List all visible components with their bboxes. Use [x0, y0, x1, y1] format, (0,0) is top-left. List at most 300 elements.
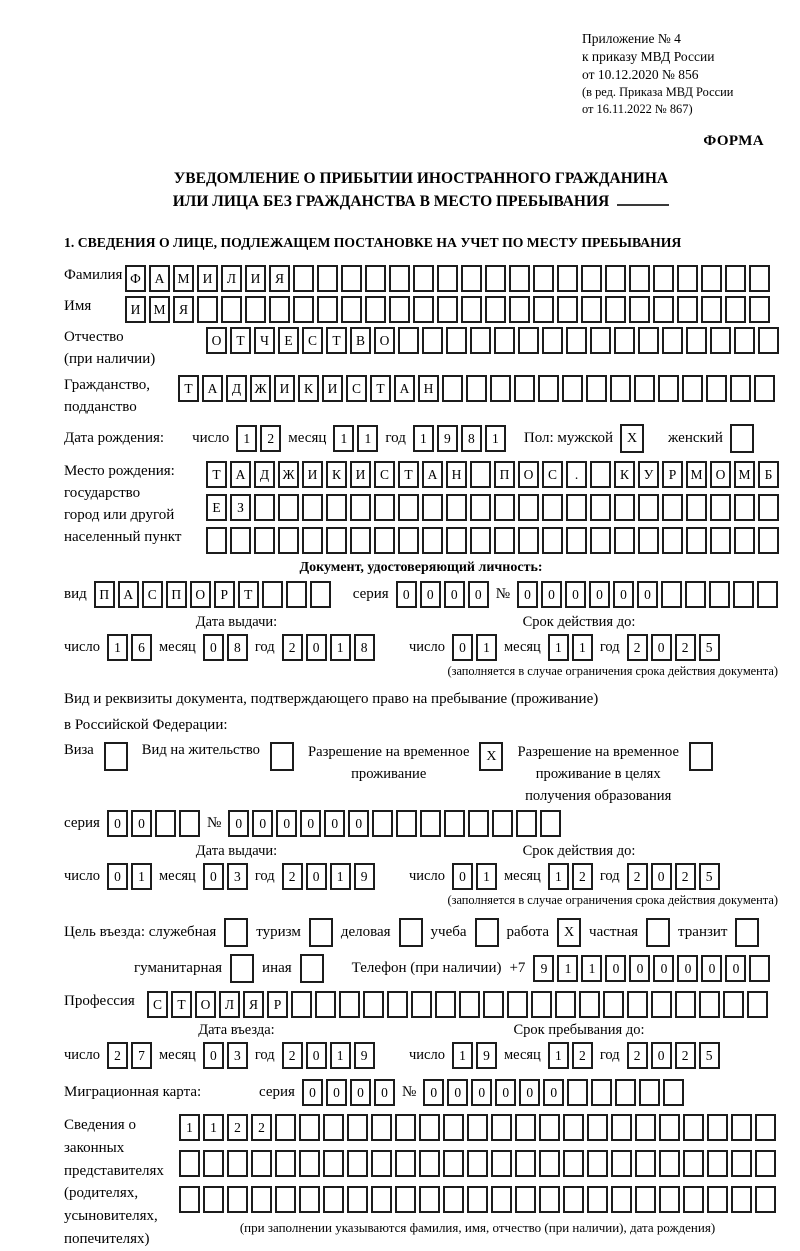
- char-box[interactable]: [365, 296, 386, 323]
- char-box[interactable]: И: [322, 375, 343, 402]
- char-box[interactable]: [611, 1150, 632, 1177]
- char-box[interactable]: [747, 991, 768, 1018]
- char-box[interactable]: [638, 527, 659, 554]
- char-box[interactable]: [757, 581, 778, 608]
- char-box[interactable]: 0: [637, 581, 658, 608]
- char-box[interactable]: З: [230, 494, 251, 521]
- char-box[interactable]: [725, 265, 746, 292]
- char-box[interactable]: Т: [230, 327, 251, 354]
- char-box[interactable]: [733, 581, 754, 608]
- char-box[interactable]: 2: [675, 863, 696, 890]
- char-box[interactable]: Н: [446, 461, 467, 488]
- char-box[interactable]: [483, 991, 504, 1018]
- gender-male-checkbox[interactable]: X: [620, 424, 644, 453]
- char-box[interactable]: 1: [330, 863, 351, 890]
- char-box[interactable]: С: [374, 461, 395, 488]
- char-box[interactable]: [682, 375, 703, 402]
- char-box[interactable]: [419, 1114, 440, 1141]
- char-box[interactable]: [677, 296, 698, 323]
- char-box[interactable]: [422, 494, 443, 521]
- char-box[interactable]: [395, 1150, 416, 1177]
- char-box[interactable]: М: [149, 296, 170, 323]
- char-box[interactable]: [413, 265, 434, 292]
- char-box[interactable]: [350, 494, 371, 521]
- char-box[interactable]: О: [206, 327, 227, 354]
- char-box[interactable]: Я: [269, 265, 290, 292]
- char-box[interactable]: [302, 494, 323, 521]
- char-box[interactable]: [706, 375, 727, 402]
- char-box[interactable]: [293, 265, 314, 292]
- char-box[interactable]: 0: [447, 1079, 468, 1106]
- char-box[interactable]: [675, 991, 696, 1018]
- char-box[interactable]: [614, 494, 635, 521]
- char-box[interactable]: Л: [221, 265, 242, 292]
- char-box[interactable]: [492, 810, 513, 837]
- char-box[interactable]: Л: [219, 991, 240, 1018]
- char-box[interactable]: [254, 527, 275, 554]
- char-box[interactable]: 0: [203, 863, 224, 890]
- char-box[interactable]: И: [197, 265, 218, 292]
- char-box[interactable]: 1: [557, 955, 578, 982]
- char-box[interactable]: [245, 296, 266, 323]
- char-box[interactable]: [683, 1150, 704, 1177]
- purpose-business-checkbox[interactable]: [399, 918, 423, 947]
- char-box[interactable]: [371, 1150, 392, 1177]
- char-box[interactable]: 2: [627, 1042, 648, 1069]
- char-box[interactable]: [413, 296, 434, 323]
- char-box[interactable]: Д: [254, 461, 275, 488]
- char-box[interactable]: Е: [278, 327, 299, 354]
- char-box[interactable]: [710, 494, 731, 521]
- char-box[interactable]: [197, 296, 218, 323]
- char-box[interactable]: [557, 265, 578, 292]
- char-box[interactable]: [707, 1150, 728, 1177]
- char-box[interactable]: [203, 1150, 224, 1177]
- char-box[interactable]: [323, 1186, 344, 1213]
- char-box[interactable]: [251, 1150, 272, 1177]
- char-box[interactable]: [371, 1186, 392, 1213]
- char-box[interactable]: [581, 265, 602, 292]
- char-box[interactable]: 3: [227, 863, 248, 890]
- char-box[interactable]: [755, 1114, 776, 1141]
- char-box[interactable]: [293, 296, 314, 323]
- char-box[interactable]: [662, 527, 683, 554]
- char-box[interactable]: 0: [471, 1079, 492, 1106]
- char-box[interactable]: 1: [179, 1114, 200, 1141]
- char-box[interactable]: [278, 527, 299, 554]
- char-box[interactable]: [627, 991, 648, 1018]
- char-box[interactable]: [491, 1114, 512, 1141]
- char-box[interactable]: И: [245, 265, 266, 292]
- char-box[interactable]: [662, 327, 683, 354]
- char-box[interactable]: [749, 265, 770, 292]
- char-box[interactable]: [639, 1079, 660, 1106]
- char-box[interactable]: О: [190, 581, 211, 608]
- char-box[interactable]: 0: [613, 581, 634, 608]
- char-box[interactable]: [539, 1150, 560, 1177]
- char-box[interactable]: [179, 1150, 200, 1177]
- char-box[interactable]: [315, 991, 336, 1018]
- char-box[interactable]: [734, 327, 755, 354]
- char-box[interactable]: [363, 991, 384, 1018]
- char-box[interactable]: [610, 375, 631, 402]
- char-box[interactable]: [659, 1186, 680, 1213]
- char-box[interactable]: 9: [533, 955, 554, 982]
- char-box[interactable]: [707, 1114, 728, 1141]
- temp-residence-checkbox[interactable]: X: [479, 742, 503, 771]
- char-box[interactable]: 0: [348, 810, 369, 837]
- char-box[interactable]: [659, 1150, 680, 1177]
- char-box[interactable]: 1: [485, 425, 506, 452]
- char-box[interactable]: [586, 375, 607, 402]
- char-box[interactable]: М: [686, 461, 707, 488]
- char-box[interactable]: И: [274, 375, 295, 402]
- char-box[interactable]: [509, 296, 530, 323]
- char-box[interactable]: [435, 991, 456, 1018]
- char-box[interactable]: [758, 494, 779, 521]
- char-box[interactable]: 1: [236, 425, 257, 452]
- char-box[interactable]: У: [638, 461, 659, 488]
- char-box[interactable]: [566, 327, 587, 354]
- char-box[interactable]: [347, 1114, 368, 1141]
- char-box[interactable]: 0: [203, 1042, 224, 1069]
- char-box[interactable]: 2: [282, 634, 303, 661]
- char-box[interactable]: [563, 1114, 584, 1141]
- char-box[interactable]: М: [173, 265, 194, 292]
- char-box[interactable]: [734, 527, 755, 554]
- purpose-official-checkbox[interactable]: [224, 918, 248, 947]
- char-box[interactable]: [651, 991, 672, 1018]
- char-box[interactable]: [509, 265, 530, 292]
- char-box[interactable]: [317, 265, 338, 292]
- char-box[interactable]: [491, 1150, 512, 1177]
- char-box[interactable]: [709, 581, 730, 608]
- char-box[interactable]: [206, 527, 227, 554]
- char-box[interactable]: [446, 327, 467, 354]
- char-box[interactable]: 0: [653, 955, 674, 982]
- char-box[interactable]: 0: [228, 810, 249, 837]
- char-box[interactable]: Т: [326, 327, 347, 354]
- char-box[interactable]: [635, 1150, 656, 1177]
- char-box[interactable]: М: [734, 461, 755, 488]
- char-box[interactable]: С: [346, 375, 367, 402]
- char-box[interactable]: [605, 265, 626, 292]
- char-box[interactable]: [590, 461, 611, 488]
- purpose-study-checkbox[interactable]: [475, 918, 499, 947]
- char-box[interactable]: [590, 527, 611, 554]
- char-box[interactable]: 1: [476, 863, 497, 890]
- purpose-tourism-checkbox[interactable]: [309, 918, 333, 947]
- char-box[interactable]: [653, 265, 674, 292]
- char-box[interactable]: [230, 527, 251, 554]
- char-box[interactable]: [710, 527, 731, 554]
- char-box[interactable]: [275, 1150, 296, 1177]
- char-box[interactable]: 2: [251, 1114, 272, 1141]
- char-box[interactable]: 0: [517, 581, 538, 608]
- char-box[interactable]: [467, 1150, 488, 1177]
- char-box[interactable]: [723, 991, 744, 1018]
- char-box[interactable]: О: [195, 991, 216, 1018]
- char-box[interactable]: 7: [131, 1042, 152, 1069]
- char-box[interactable]: [755, 1186, 776, 1213]
- purpose-private-checkbox[interactable]: [646, 918, 670, 947]
- char-box[interactable]: [730, 375, 751, 402]
- char-box[interactable]: [542, 327, 563, 354]
- char-box[interactable]: И: [350, 461, 371, 488]
- char-box[interactable]: [299, 1150, 320, 1177]
- residence-permit-checkbox[interactable]: [270, 742, 294, 771]
- char-box[interactable]: [347, 1150, 368, 1177]
- char-box[interactable]: [395, 1186, 416, 1213]
- char-box[interactable]: 0: [131, 810, 152, 837]
- char-box[interactable]: [614, 527, 635, 554]
- temp-residence-education-checkbox[interactable]: [689, 742, 713, 771]
- char-box[interactable]: [275, 1114, 296, 1141]
- char-box[interactable]: [614, 327, 635, 354]
- char-box[interactable]: [494, 494, 515, 521]
- char-box[interactable]: [533, 265, 554, 292]
- char-box[interactable]: [557, 296, 578, 323]
- char-box[interactable]: [507, 991, 528, 1018]
- char-box[interactable]: 2: [627, 863, 648, 890]
- char-box[interactable]: [326, 527, 347, 554]
- char-box[interactable]: [371, 1114, 392, 1141]
- purpose-other-checkbox[interactable]: [300, 954, 324, 983]
- char-box[interactable]: [278, 494, 299, 521]
- char-box[interactable]: 9: [437, 425, 458, 452]
- char-box[interactable]: 9: [354, 863, 375, 890]
- char-box[interactable]: [494, 527, 515, 554]
- char-box[interactable]: 8: [461, 425, 482, 452]
- char-box[interactable]: [365, 265, 386, 292]
- char-box[interactable]: 1: [452, 1042, 473, 1069]
- char-box[interactable]: [326, 494, 347, 521]
- char-box[interactable]: П: [166, 581, 187, 608]
- char-box[interactable]: [531, 991, 552, 1018]
- char-box[interactable]: 6: [131, 634, 152, 661]
- char-box[interactable]: [437, 265, 458, 292]
- char-box[interactable]: [275, 1186, 296, 1213]
- char-box[interactable]: [758, 327, 779, 354]
- char-box[interactable]: [516, 810, 537, 837]
- char-box[interactable]: [710, 327, 731, 354]
- char-box[interactable]: [611, 1114, 632, 1141]
- char-box[interactable]: 0: [541, 581, 562, 608]
- char-box[interactable]: [269, 296, 290, 323]
- char-box[interactable]: Е: [206, 494, 227, 521]
- char-box[interactable]: Т: [206, 461, 227, 488]
- char-box[interactable]: [701, 265, 722, 292]
- char-box[interactable]: [635, 1186, 656, 1213]
- char-box[interactable]: 0: [452, 863, 473, 890]
- char-box[interactable]: 2: [675, 1042, 696, 1069]
- char-box[interactable]: [398, 494, 419, 521]
- char-box[interactable]: [629, 265, 650, 292]
- char-box[interactable]: [299, 1114, 320, 1141]
- char-box[interactable]: 1: [203, 1114, 224, 1141]
- char-box[interactable]: [683, 1114, 704, 1141]
- char-box[interactable]: [485, 296, 506, 323]
- char-box[interactable]: [286, 581, 307, 608]
- char-box[interactable]: [540, 810, 561, 837]
- char-box[interactable]: 0: [444, 581, 465, 608]
- char-box[interactable]: Т: [370, 375, 391, 402]
- char-box[interactable]: [470, 527, 491, 554]
- char-box[interactable]: [515, 1150, 536, 1177]
- char-box[interactable]: [323, 1114, 344, 1141]
- char-box[interactable]: А: [394, 375, 415, 402]
- char-box[interactable]: 2: [227, 1114, 248, 1141]
- char-box[interactable]: О: [710, 461, 731, 488]
- char-box[interactable]: [659, 1114, 680, 1141]
- char-box[interactable]: 2: [282, 1042, 303, 1069]
- char-box[interactable]: [731, 1150, 752, 1177]
- char-box[interactable]: [758, 527, 779, 554]
- char-box[interactable]: 1: [330, 634, 351, 661]
- char-box[interactable]: А: [118, 581, 139, 608]
- char-box[interactable]: [731, 1114, 752, 1141]
- char-box[interactable]: 2: [675, 634, 696, 661]
- char-box[interactable]: [470, 327, 491, 354]
- char-box[interactable]: [661, 581, 682, 608]
- char-box[interactable]: [731, 1186, 752, 1213]
- char-box[interactable]: [347, 1186, 368, 1213]
- char-box[interactable]: [494, 327, 515, 354]
- char-box[interactable]: С: [147, 991, 168, 1018]
- char-box[interactable]: Т: [171, 991, 192, 1018]
- char-box[interactable]: [221, 296, 242, 323]
- char-box[interactable]: [490, 375, 511, 402]
- char-box[interactable]: [395, 1114, 416, 1141]
- char-box[interactable]: 0: [605, 955, 626, 982]
- char-box[interactable]: [466, 375, 487, 402]
- char-box[interactable]: [539, 1114, 560, 1141]
- char-box[interactable]: 0: [468, 581, 489, 608]
- char-box[interactable]: [442, 375, 463, 402]
- char-box[interactable]: [446, 527, 467, 554]
- char-box[interactable]: [437, 296, 458, 323]
- char-box[interactable]: В: [350, 327, 371, 354]
- char-box[interactable]: 0: [326, 1079, 347, 1106]
- char-box[interactable]: 1: [581, 955, 602, 982]
- char-box[interactable]: 0: [306, 634, 327, 661]
- char-box[interactable]: [603, 991, 624, 1018]
- char-box[interactable]: О: [374, 327, 395, 354]
- char-box[interactable]: А: [230, 461, 251, 488]
- char-box[interactable]: 2: [572, 1042, 593, 1069]
- char-box[interactable]: Я: [243, 991, 264, 1018]
- char-box[interactable]: 0: [107, 810, 128, 837]
- char-box[interactable]: К: [298, 375, 319, 402]
- char-box[interactable]: [179, 810, 200, 837]
- char-box[interactable]: 2: [282, 863, 303, 890]
- char-box[interactable]: [203, 1186, 224, 1213]
- char-box[interactable]: А: [422, 461, 443, 488]
- char-box[interactable]: [699, 991, 720, 1018]
- char-box[interactable]: 0: [300, 810, 321, 837]
- char-box[interactable]: [663, 1079, 684, 1106]
- char-box[interactable]: [291, 991, 312, 1018]
- char-box[interactable]: Д: [226, 375, 247, 402]
- char-box[interactable]: 0: [396, 581, 417, 608]
- char-box[interactable]: [459, 991, 480, 1018]
- char-box[interactable]: [310, 581, 331, 608]
- char-box[interactable]: 1: [413, 425, 434, 452]
- char-box[interactable]: Т: [398, 461, 419, 488]
- char-box[interactable]: [518, 327, 539, 354]
- char-box[interactable]: 1: [333, 425, 354, 452]
- char-box[interactable]: [422, 327, 443, 354]
- char-box[interactable]: 0: [543, 1079, 564, 1106]
- char-box[interactable]: Ф: [125, 265, 146, 292]
- char-box[interactable]: [443, 1186, 464, 1213]
- purpose-work-checkbox[interactable]: X: [557, 918, 581, 947]
- char-box[interactable]: 0: [677, 955, 698, 982]
- char-box[interactable]: [515, 1186, 536, 1213]
- char-box[interactable]: 5: [699, 634, 720, 661]
- char-box[interactable]: [372, 810, 393, 837]
- char-box[interactable]: [707, 1186, 728, 1213]
- char-box[interactable]: 1: [548, 634, 569, 661]
- char-box[interactable]: [749, 296, 770, 323]
- char-box[interactable]: 0: [252, 810, 273, 837]
- purpose-transit-checkbox[interactable]: [735, 918, 759, 947]
- char-box[interactable]: [749, 955, 770, 982]
- char-box[interactable]: 1: [476, 634, 497, 661]
- char-box[interactable]: [341, 265, 362, 292]
- char-box[interactable]: [470, 494, 491, 521]
- char-box[interactable]: [461, 296, 482, 323]
- char-box[interactable]: [562, 375, 583, 402]
- char-box[interactable]: [638, 327, 659, 354]
- char-box[interactable]: [491, 1186, 512, 1213]
- char-box[interactable]: [686, 327, 707, 354]
- char-box[interactable]: [227, 1186, 248, 1213]
- char-box[interactable]: [350, 527, 371, 554]
- char-box[interactable]: [461, 265, 482, 292]
- char-box[interactable]: 0: [452, 634, 473, 661]
- char-box[interactable]: [317, 296, 338, 323]
- char-box[interactable]: [542, 494, 563, 521]
- char-box[interactable]: [591, 1079, 612, 1106]
- char-box[interactable]: [262, 581, 283, 608]
- char-box[interactable]: [555, 991, 576, 1018]
- char-box[interactable]: [468, 810, 489, 837]
- char-box[interactable]: 0: [519, 1079, 540, 1106]
- char-box[interactable]: [566, 494, 587, 521]
- char-box[interactable]: [734, 494, 755, 521]
- char-box[interactable]: [467, 1186, 488, 1213]
- char-box[interactable]: [590, 327, 611, 354]
- char-box[interactable]: [518, 527, 539, 554]
- char-box[interactable]: 0: [350, 1079, 371, 1106]
- char-box[interactable]: А: [202, 375, 223, 402]
- char-box[interactable]: [611, 1186, 632, 1213]
- char-box[interactable]: 0: [701, 955, 722, 982]
- char-box[interactable]: [470, 461, 491, 488]
- char-box[interactable]: [662, 494, 683, 521]
- char-box[interactable]: [251, 1186, 272, 1213]
- char-box[interactable]: 9: [476, 1042, 497, 1069]
- char-box[interactable]: 1: [548, 863, 569, 890]
- char-box[interactable]: [685, 581, 706, 608]
- visa-checkbox[interactable]: [104, 742, 128, 771]
- char-box[interactable]: [411, 991, 432, 1018]
- char-box[interactable]: 0: [420, 581, 441, 608]
- char-box[interactable]: [179, 1186, 200, 1213]
- char-box[interactable]: [299, 1186, 320, 1213]
- char-box[interactable]: Ж: [278, 461, 299, 488]
